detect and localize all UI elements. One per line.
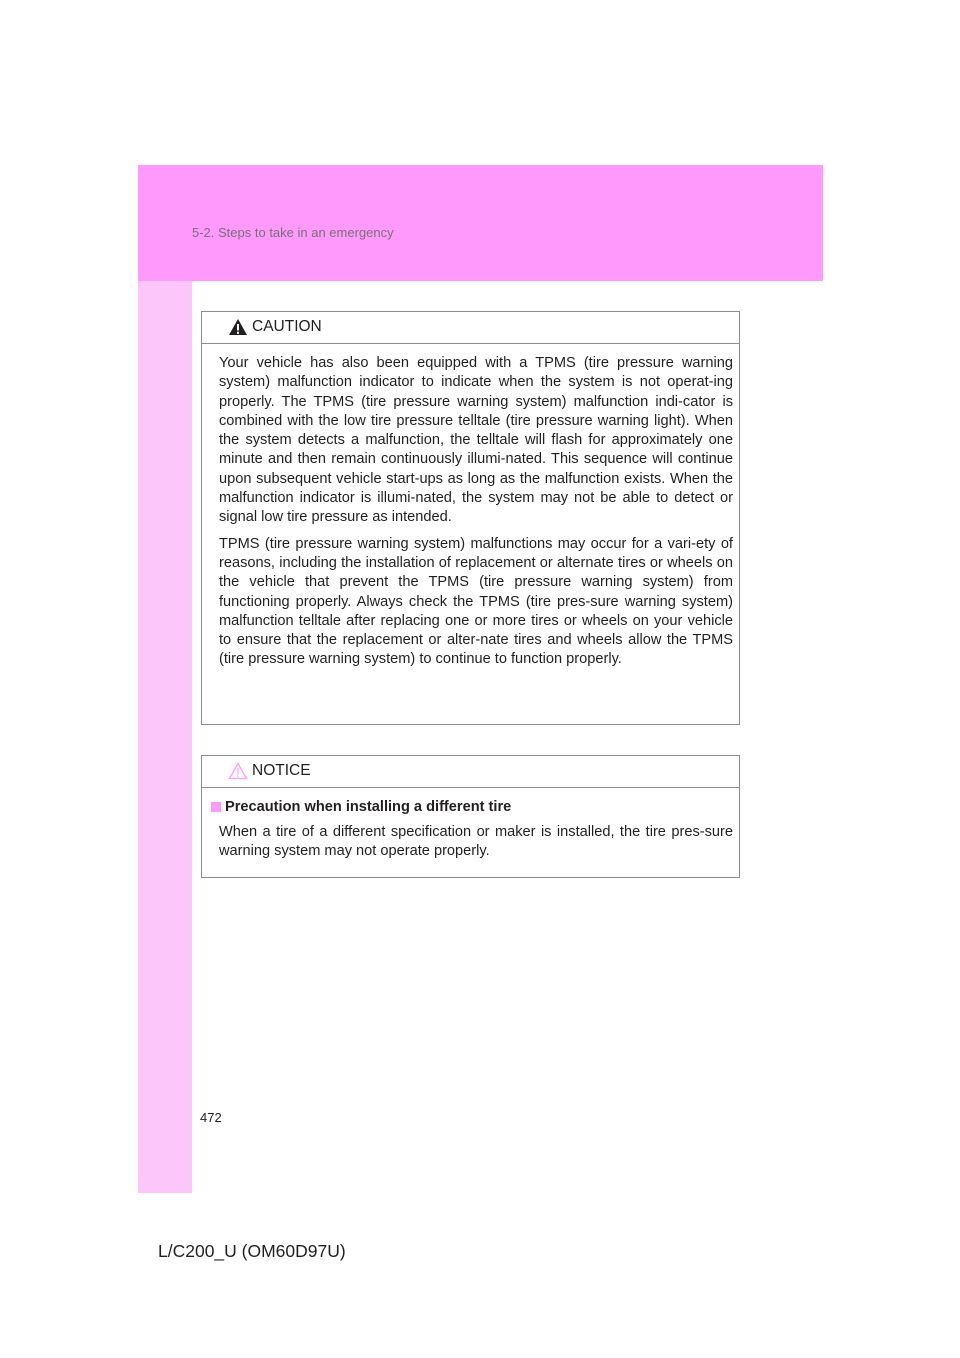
square-bullet-icon xyxy=(211,802,221,812)
warning-triangle-filled-icon xyxy=(228,318,248,336)
caution-title: CAUTION xyxy=(252,318,322,335)
caution-paragraph: TPMS (tire pressure warning system) malfunctions may occur for a vari-ety of reasons, including the installation of replacement or alternate tires or wheels on the vehicle that prevent the TPMS (tire pressure warning system) from functioning properly. Always check the TPMS (tire pres-sure warning system) malfunction telltale after replacing one or more tires or wheels on your vehicle to ensure that the replacement or alter-nate tires and wheels allow the TPMS (tire pressure warning system) to continue to function properly. xyxy=(219,535,733,668)
notice-box xyxy=(201,755,740,878)
notice-subheading-text: Precaution when installing a different tire xyxy=(225,799,512,815)
side-strip xyxy=(138,165,192,1193)
caution-paragraph: Your vehicle has also been equipped with a TPMS (tire pressure warning system) malfunction indicator to indicate when the system is not operat-ing properly. The TPMS (tire pressure warning system) malfunction indi-cator is combined with the low tire pressure telltale (tire pressure warning light). When the system detects a malfunction, the telltale will flash for approximately one minute and then remain continuously illumi-nated. This sequence will continue upon subsequent vehicle start-ups as long as the malfunction exists. When the malfunction indicator is illumi-nated, the system may not be able to detect or signal low tire pressure as intended. xyxy=(219,355,733,526)
notice-body: When a tire of a different specification or maker is installed, the tire pres-sure warning system may not operate properly. xyxy=(219,824,733,860)
section-title: 5-2. Steps to take in an emergency xyxy=(192,225,394,240)
caution-box xyxy=(201,311,740,725)
page-number: 472 xyxy=(200,1110,222,1125)
notice-title: NOTICE xyxy=(252,762,311,779)
notice-subheading xyxy=(211,799,733,815)
document-code: L/C200_U (OM60D97U) xyxy=(158,1241,346,1261)
notice-header xyxy=(202,756,739,788)
header-band xyxy=(138,165,823,281)
warning-triangle-outline-icon xyxy=(228,762,248,780)
caution-header xyxy=(202,312,739,344)
